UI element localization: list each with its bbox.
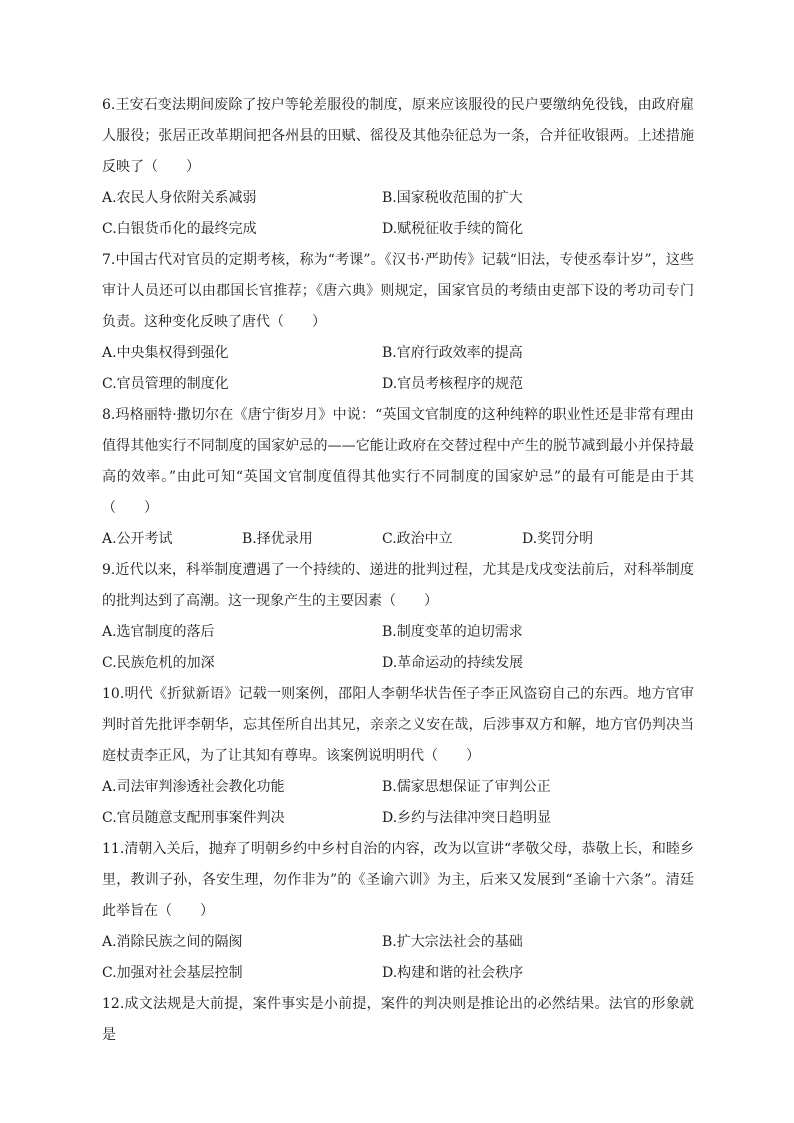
- option-a: A.司法审判渗透社会教化功能: [102, 779, 285, 795]
- option-a: A.选官制度的落后: [102, 624, 215, 640]
- question-stem: 7.中国古代对官员的定期考核，称为“考课”。《汉书·严助传》记载“旧法，专使丞奉计岁”，这些审计人员还可以由郡国长官推荐；《唐六典》则规定，国家官员的考绩由吏部下设的考功司专门负责。这种变化反映了唐代（ ）: [102, 252, 694, 330]
- question-stem: 10.明代《折狱新语》记载一则案例，邵阳人李朝华状告侄子李正风盗窃自己的东西。地方官审判时首先批评李朝华，忘其侄所自出其兄，亲亲之义安在哉，后涉事双方和解，地方官仍判决当庭杖责李正风，为了让其知有尊卑。该案例说明明代（ ）: [102, 686, 694, 764]
- option-b: B.扩大宗法社会的基础: [382, 934, 523, 950]
- question-12: [102, 989, 694, 1051]
- option-a: A.农民人身依附关系减弱: [102, 190, 257, 206]
- options-row: [102, 772, 694, 803]
- question-11: [102, 834, 694, 989]
- option-c: C.官员管理的制度化: [102, 376, 229, 392]
- question-8: [102, 400, 694, 555]
- options-row: [102, 214, 694, 245]
- options-row: [102, 338, 694, 369]
- option-b: B.官府行政效率的提高: [382, 345, 523, 361]
- option-c: C.官员随意支配刑事案件判决: [102, 810, 285, 826]
- option-d: D.乡约与法律冲突日趋明显: [382, 810, 552, 826]
- question-stem: 12.成文法规是大前提，案件事实是小前提，案件的判决则是推论出的必然结果。法官的形象就是: [102, 996, 694, 1043]
- option-d: D.奖罚分明: [522, 531, 594, 547]
- options-row: [102, 369, 694, 400]
- option-c: C.白银货币化的最终完成: [102, 221, 257, 237]
- options-row: [102, 927, 694, 958]
- option-b: B.择优录用: [242, 531, 313, 547]
- option-b: B.国家税收范围的扩大: [382, 190, 523, 206]
- option-d: D.革命运动的持续发展: [382, 655, 524, 671]
- option-b: B.儒家思想保证了审判公正: [382, 779, 551, 795]
- option-a: A.消除民族之间的隔阂: [102, 934, 243, 950]
- question-stem: 8.玛格丽特·撒切尔在《唐宁街岁月》中说：“英国文官制度的这种纯粹的职业性还是非常有理由值得其他实行不同制度的国家妒忌的——它能让政府在交替过程中产生的脱节减到最小并保持最高的效率。”由此可知“英国文官制度值得其他实行不同制度的国家妒忌”的最有可能是由于其（ ）: [102, 407, 694, 516]
- question-stem: 6.王安石变法期间废除了按户等轮差服役的制度，原来应该服役的民户要缴纳免役钱，由政府雇人服役；张居正改革期间把各州县的田赋、徭役及其他杂征总为一条，合并征收银两。上述措施反映了（ ）: [102, 97, 694, 175]
- question-stem: 9.近代以来，科举制度遭遇了一个持续的、递进的批判过程，尤其是戊戌变法前后，对科举制度的批判达到了高潮。这一现象产生的主要因素（ ）: [102, 562, 694, 609]
- option-c: C.政治中立: [382, 531, 453, 547]
- question-list: [102, 90, 694, 1051]
- question-9: [102, 555, 694, 679]
- options-row: [102, 617, 694, 648]
- question-7: [102, 245, 694, 400]
- question-stem: 11.清朝入关后，抛弃了明朝乡约中乡村自治的内容，改为以宣讲“孝敬父母，恭敬上长，和睦乡里，教训子孙，各安生理，勿作非为”的《圣谕六训》为主，后来又发展到“圣谕十六条”。清廷此举旨在（ ）: [102, 841, 694, 919]
- option-c: C.民族危机的加深: [102, 655, 215, 671]
- option-a: A.公开考试: [102, 531, 173, 547]
- options-row: [102, 648, 694, 679]
- option-c: C.加强对社会基层控制: [102, 965, 243, 981]
- option-d: D.赋税征收手续的简化: [382, 221, 524, 237]
- options-row: [102, 958, 694, 989]
- question-10: [102, 679, 694, 834]
- question-6: [102, 90, 694, 245]
- options-row: [102, 803, 694, 834]
- option-d: D.官员考核程序的规范: [382, 376, 524, 392]
- option-b: B.制度变革的迫切需求: [382, 624, 523, 640]
- options-row: [102, 183, 694, 214]
- option-d: D.构建和谐的社会秩序: [382, 965, 524, 981]
- options-row: [102, 524, 694, 555]
- option-a: A.中央集权得到强化: [102, 345, 229, 361]
